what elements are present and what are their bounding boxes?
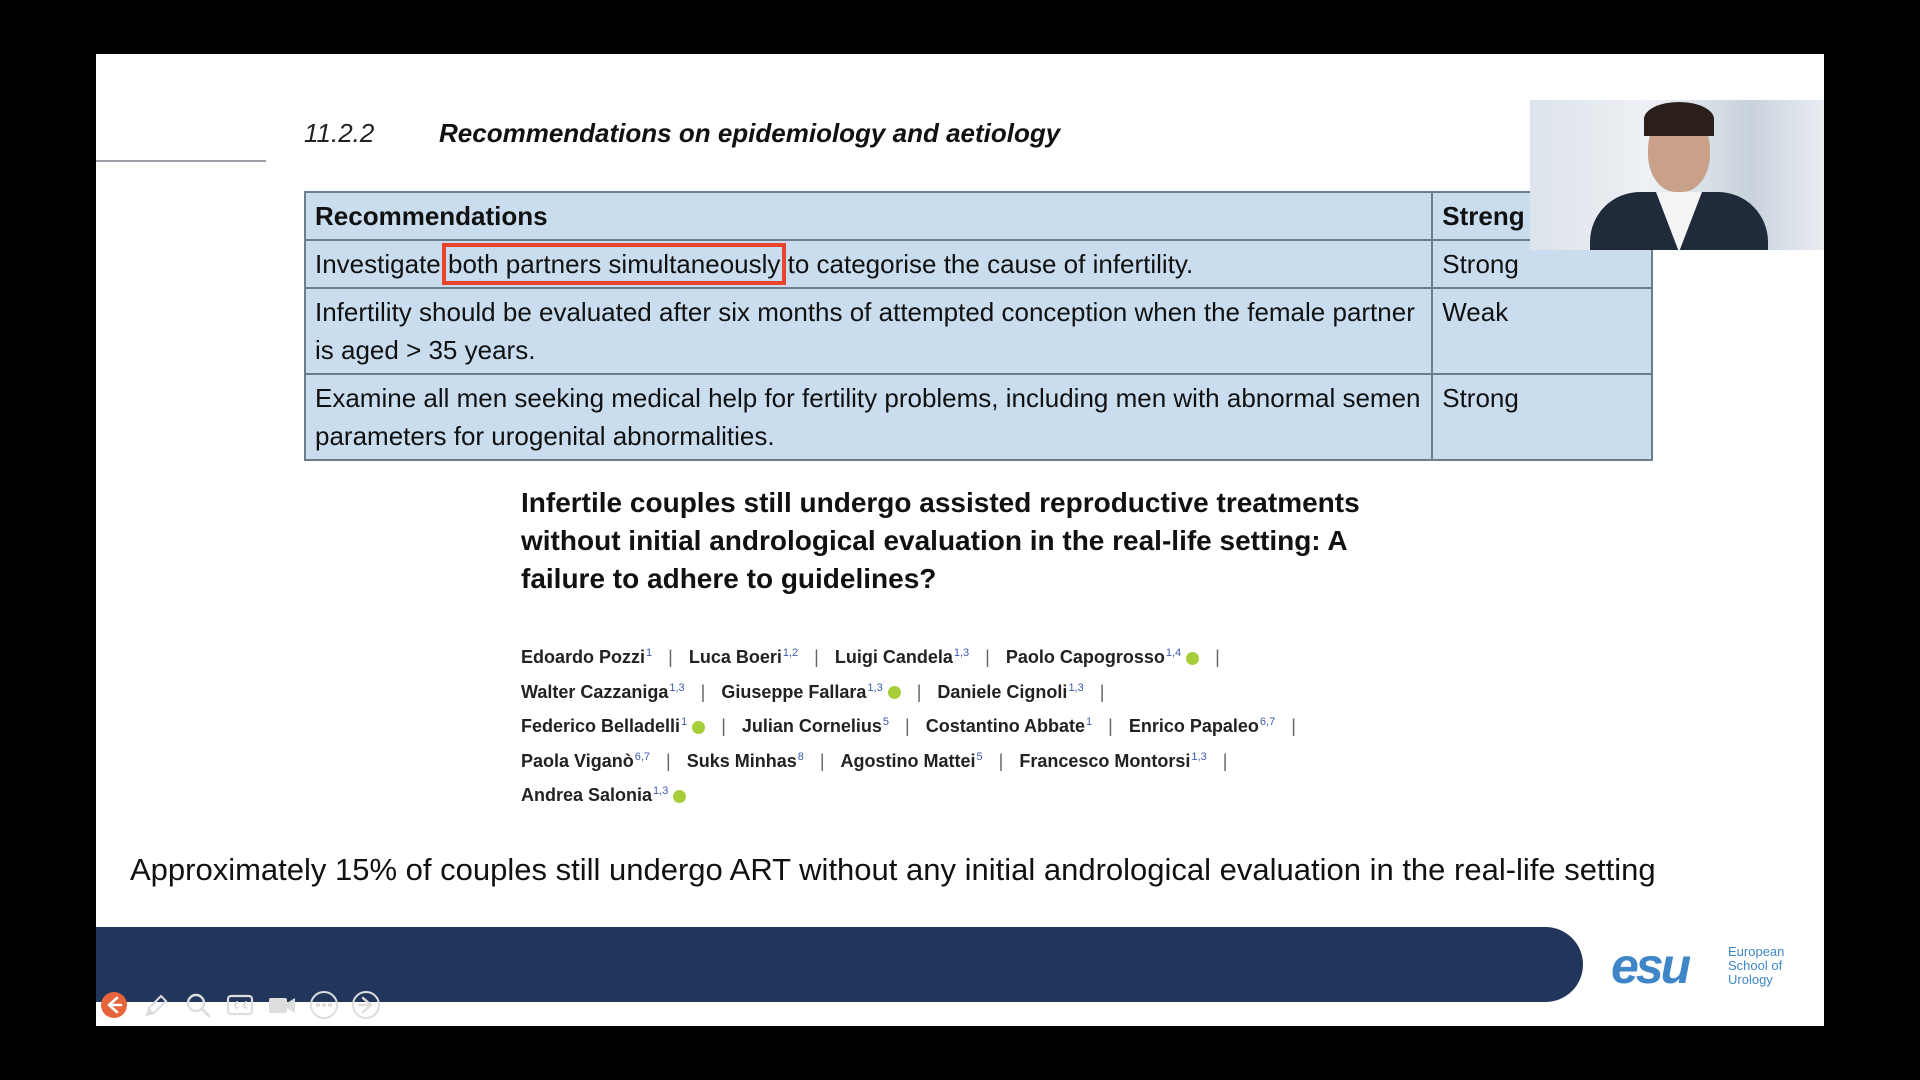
author: Agostino Mattei$^5$ bbox=[840, 750, 983, 771]
table-row bbox=[305, 240, 1652, 288]
orcid-icon bbox=[888, 686, 901, 699]
author: Daniele Cignoli$^{1,3}$ bbox=[937, 681, 1084, 702]
divider bbox=[96, 160, 266, 162]
author: Walter Cazzaniga$^{1,3}$ bbox=[521, 681, 685, 702]
author: Julian Cornelius$^5$ bbox=[741, 716, 890, 736]
forward-button[interactable] bbox=[349, 988, 382, 1021]
author: Costantino Abbate$^1$ bbox=[925, 716, 1093, 736]
presenter-webcam bbox=[1530, 100, 1824, 250]
captions-button[interactable] bbox=[223, 988, 256, 1021]
strength-cell: Weak bbox=[1432, 288, 1652, 374]
author: Suks Minhas$^8$ bbox=[686, 750, 804, 771]
author: Paolo Capogrosso$^{1,4}$ bbox=[1006, 647, 1199, 667]
summary-text: Approximately 15% of couples still undergo ART without any initial andrological evaluation in the real-life setting bbox=[130, 852, 1656, 887]
author: Federico Belladelli$^1$ bbox=[521, 716, 705, 736]
forward-arrow-icon bbox=[351, 990, 381, 1020]
camera-icon bbox=[267, 990, 297, 1020]
more-button[interactable] bbox=[307, 988, 340, 1021]
author: Enrico Papaleo$^{6,7}$ bbox=[1128, 716, 1276, 736]
table-row bbox=[305, 374, 1652, 460]
author: Giuseppe Fallara$^{1,3}$ bbox=[721, 682, 900, 702]
orcid-icon bbox=[692, 721, 705, 734]
back-arrow-icon bbox=[99, 990, 129, 1020]
more-icon bbox=[309, 990, 339, 1020]
author: Luigi Candela$^{1,3}$ bbox=[834, 647, 970, 667]
author: Paola Viganò$^{6,7}$ bbox=[521, 750, 650, 771]
section-number: 11.2.2 bbox=[304, 118, 375, 148]
orcid-icon bbox=[1186, 652, 1199, 665]
header-recommendations: Recommendations bbox=[305, 192, 1432, 240]
captions-icon bbox=[225, 990, 255, 1020]
esu-logo: esu European School of Urology bbox=[1611, 938, 1785, 994]
highlight-box: both partners simultaneously bbox=[447, 249, 781, 279]
recommendation-cell: Investigate both partners simultaneously to categorise the cause of infertility. bbox=[305, 240, 1432, 288]
pen-icon bbox=[141, 990, 171, 1020]
pen-button[interactable] bbox=[139, 988, 172, 1021]
paper-title: Infertile couples still undergo assisted reproductive treatments without initial andrological evaluation in the real-life setting: A failure to adhere to guidelines? bbox=[521, 487, 1360, 594]
strength-cell: Strong bbox=[1432, 240, 1652, 288]
author: Edoardo Pozzi$^1$ bbox=[521, 647, 653, 667]
table-header-row bbox=[305, 192, 1652, 240]
zoom-button[interactable] bbox=[181, 988, 214, 1021]
orcid-icon bbox=[673, 790, 686, 803]
header-strength: Streng bbox=[1432, 192, 1652, 240]
recommendation-cell: Examine all men seeking medical help for fertility problems, including men with abnormal semen parameters for urogenital abnormalities. bbox=[305, 374, 1432, 460]
table-row bbox=[305, 288, 1652, 374]
section-title: Recommendations on epidemiology and aetiology bbox=[439, 118, 1061, 148]
author: Francesco Montorsi$^{1,3}$ bbox=[1019, 750, 1207, 771]
recommendation-cell: Infertility should be evaluated after six months of attempted conception when the female partner is aged > 35 years. bbox=[305, 288, 1432, 374]
presentation-toolbar bbox=[97, 988, 382, 1021]
camera-button[interactable] bbox=[265, 988, 298, 1021]
back-button[interactable] bbox=[97, 988, 130, 1021]
strength-cell: Strong bbox=[1432, 374, 1652, 460]
author-list: Edoardo Pozzi$^1$ | Luca Boeri$^{1,2}$ | Luigi Candela$^{1,3}$ | Paolo Capogrosso$^{1,4}$ | Walter Cazzaniga$^{1,3}$ | Giuseppe Fallara$^{1,3}$ | Daniele Cignoli$^{1,3}$ | Federico Belladelli$^1$ | Julian Cornelius$^5$ | Costantino Abbate$^1$ | Enrico Papaleo$^{6,7}$ | Paola Viganò$^{6,7}$ | Suks Minhas$^8$ | Agostino Mattei$^5$ | Francesco Montorsi$^{1,3}$ | Andrea Salonia$^{1,3}$ bbox=[521, 647, 1296, 805]
author: Andrea Salonia$^{1,3}$ bbox=[521, 785, 686, 805]
recommendations-table bbox=[304, 191, 1653, 461]
zoom-icon bbox=[183, 990, 213, 1020]
author: Luca Boeri$^{1,2}$ bbox=[688, 647, 799, 667]
